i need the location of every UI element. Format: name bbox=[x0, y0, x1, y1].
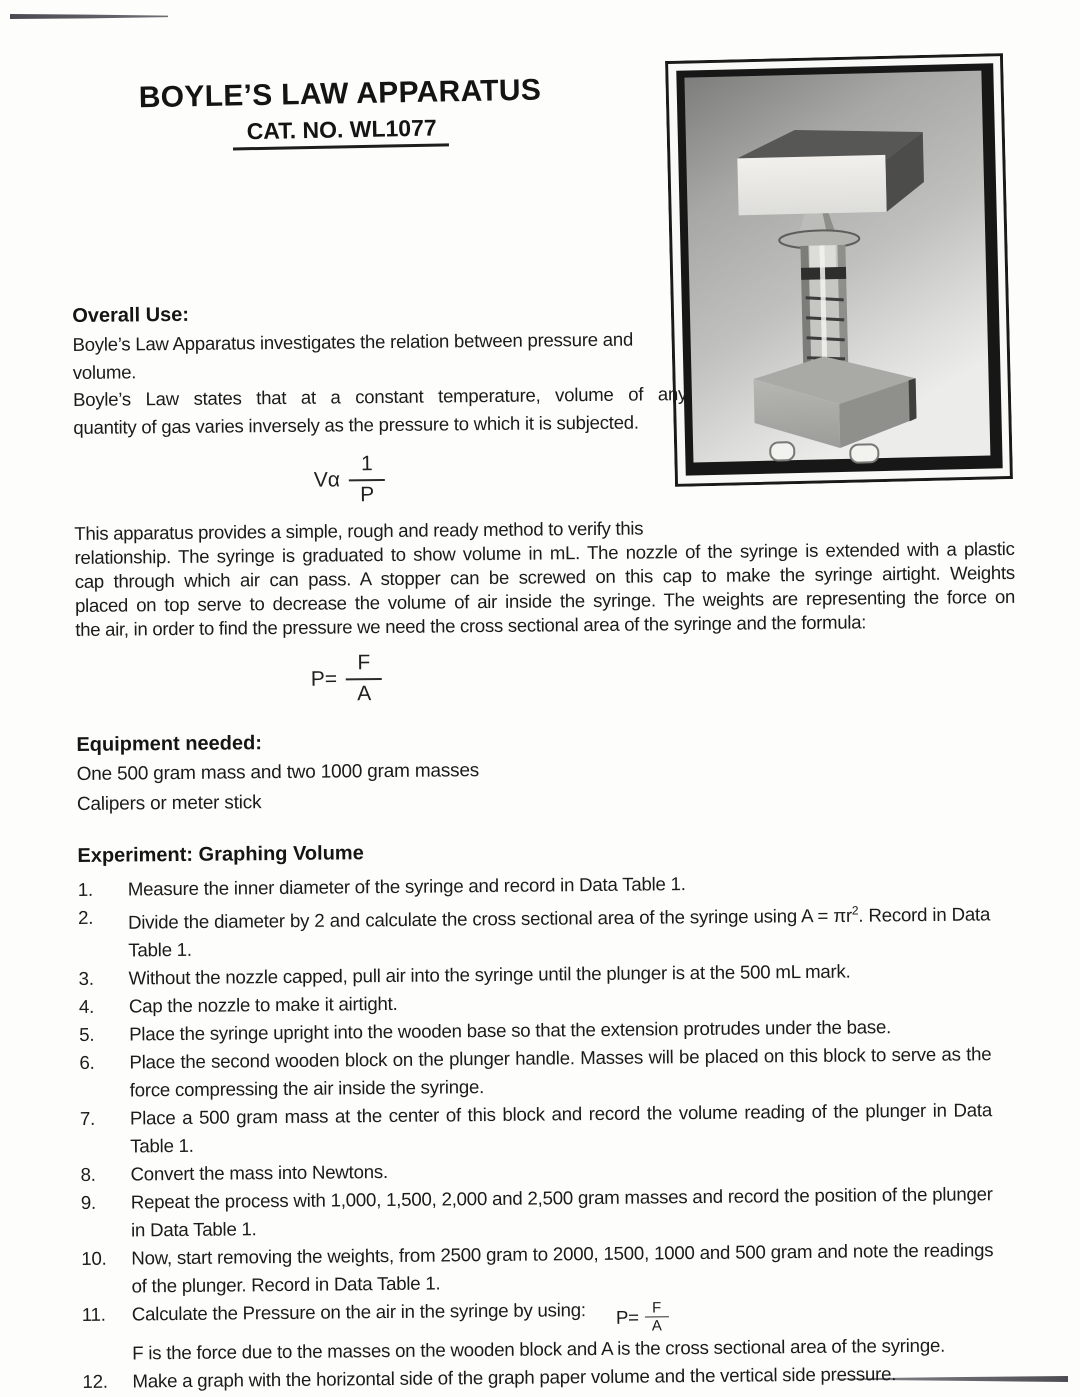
step-text: Cap the nozzle to make it airtight. bbox=[128, 992, 398, 1017]
experiment-heading: Experiment: Graphing Volume bbox=[77, 841, 364, 867]
step-number: 7. bbox=[79, 1107, 96, 1129]
experiment-step bbox=[80, 1096, 992, 1161]
description-section bbox=[74, 513, 1015, 642]
paragraph-line: cap through which air can pass. A stopper can be screwed on this cap to make the syringe airtight. Weights bbox=[74, 562, 1015, 593]
step-number: 3. bbox=[78, 967, 94, 989]
step-line: F is the force due to the masses on the wooden block and A is the cross sectional area of the syringe. bbox=[132, 1334, 946, 1364]
catalog-number: CAT. NO. WL1077 bbox=[70, 109, 611, 153]
document-content bbox=[70, 71, 1023, 1396]
paragraph-line: Boyle’s Law Apparatus investigates the relation between pressure and bbox=[72, 328, 634, 355]
step-number: 2. bbox=[77, 906, 94, 928]
experiment-step bbox=[78, 895, 991, 965]
step-text: Without the nozzle capped, pull air into the syringe until the plunger is at the 500 mL mark. bbox=[128, 960, 851, 989]
inline-pressure-formula: P= $\frac{F}{A}$ bbox=[616, 1300, 669, 1335]
experiment-step bbox=[79, 1040, 991, 1105]
experiment-steps-list bbox=[78, 867, 995, 1396]
paragraph-line: placed on top serve to decrease the volume of air inside the syringe. The weights are representing the force on bbox=[74, 586, 1016, 617]
experiment-step bbox=[82, 1292, 995, 1368]
paragraph-line: quantity of gas varies inversely as the pressure to which it is subjected. bbox=[73, 411, 639, 438]
step-text: Now, start removing the weights, from 2500 gram to 2000, 1500, 1000 and 500 gram and note the readings of the plunger. Record in Data Table 1. bbox=[131, 1239, 994, 1297]
paragraph-line: Boyle’s Law states that at a constant temperature, volume of any bbox=[72, 383, 688, 410]
step-text: Measure the inner diameter of the syringe and record in Data Table 1. bbox=[127, 872, 686, 900]
pressure-formula: P= $\frac{F}{A}$ bbox=[311, 646, 1016, 706]
proportionality-formula: Vα $\frac{1}{P}$ bbox=[314, 447, 1014, 507]
step-number: 5. bbox=[79, 1023, 95, 1045]
step-text: Divide the diameter by 2 and calculate the cross sectional area of the syringe using $A = \pi r^2$. Record in Data Table 1. bbox=[127, 903, 991, 961]
experiment-step bbox=[81, 1180, 993, 1245]
superscript: 2 bbox=[851, 903, 859, 918]
paragraph-line: the air, in order to find the pressure we need the cross sectional area of the syringe and the formula: bbox=[75, 611, 867, 641]
step-text: Place the second wooden block on the plunger handle. Masses will be placed on this block to serve as the force compressing the air inside the syringe. bbox=[129, 1043, 992, 1101]
step-text: Convert the mass into Newtons. bbox=[130, 1160, 388, 1185]
paragraph-line: This apparatus provides a simple, rough and ready method to verify this bbox=[74, 517, 644, 545]
step-number: 6. bbox=[79, 1051, 95, 1073]
equipment-section bbox=[76, 721, 1017, 820]
step-text: Place the syringe upright into the wooden base so that the extension protrudes under the base. bbox=[129, 1016, 892, 1045]
step-number: 10. bbox=[81, 1247, 107, 1269]
step-number: 4. bbox=[78, 995, 95, 1017]
step-number: 11. bbox=[81, 1303, 106, 1325]
step-line: Calculate the Pressure on the air in the syringe by using: P= $\frac{F}{A}$ bbox=[132, 1292, 994, 1340]
title-block bbox=[70, 72, 611, 153]
step-text: Make a graph with the horizontal side of the graph paper volume and the vertical side pressure. bbox=[132, 1363, 897, 1392]
step-text bbox=[132, 1292, 995, 1368]
paragraph-line: volume. bbox=[72, 360, 137, 383]
equipment-item: One 500 gram mass and two 1000 gram masses bbox=[76, 759, 480, 785]
step-number: 8. bbox=[80, 1163, 96, 1185]
overall-use-heading: Overall Use: bbox=[72, 303, 190, 327]
overall-use-section bbox=[72, 295, 687, 441]
step-number: 12. bbox=[82, 1370, 108, 1393]
step-number: 1. bbox=[77, 878, 93, 900]
step-text: Repeat the process with 1,000, 1,500, 2,000 and 2,500 gram masses and record the position of the plunger in Data Table 1. bbox=[130, 1183, 993, 1241]
equipment-heading: Equipment needed: bbox=[76, 731, 263, 756]
paragraph-line: relationship. The syringe is graduated to show volume in mL. The nozzle of the syringe is extended with a plastic bbox=[74, 538, 1015, 569]
experiment-step bbox=[81, 1236, 993, 1301]
scan-artifact-top bbox=[10, 14, 168, 19]
equipment-item: Calipers or meter stick bbox=[76, 791, 262, 815]
step-number: 9. bbox=[80, 1191, 96, 1213]
step-text: Place a 500 gram mass at the center of this block and record the volume reading of the plunger in Data Table 1. bbox=[129, 1099, 993, 1157]
page-title: BOYLE’S LAW APPARATUS bbox=[138, 73, 542, 115]
